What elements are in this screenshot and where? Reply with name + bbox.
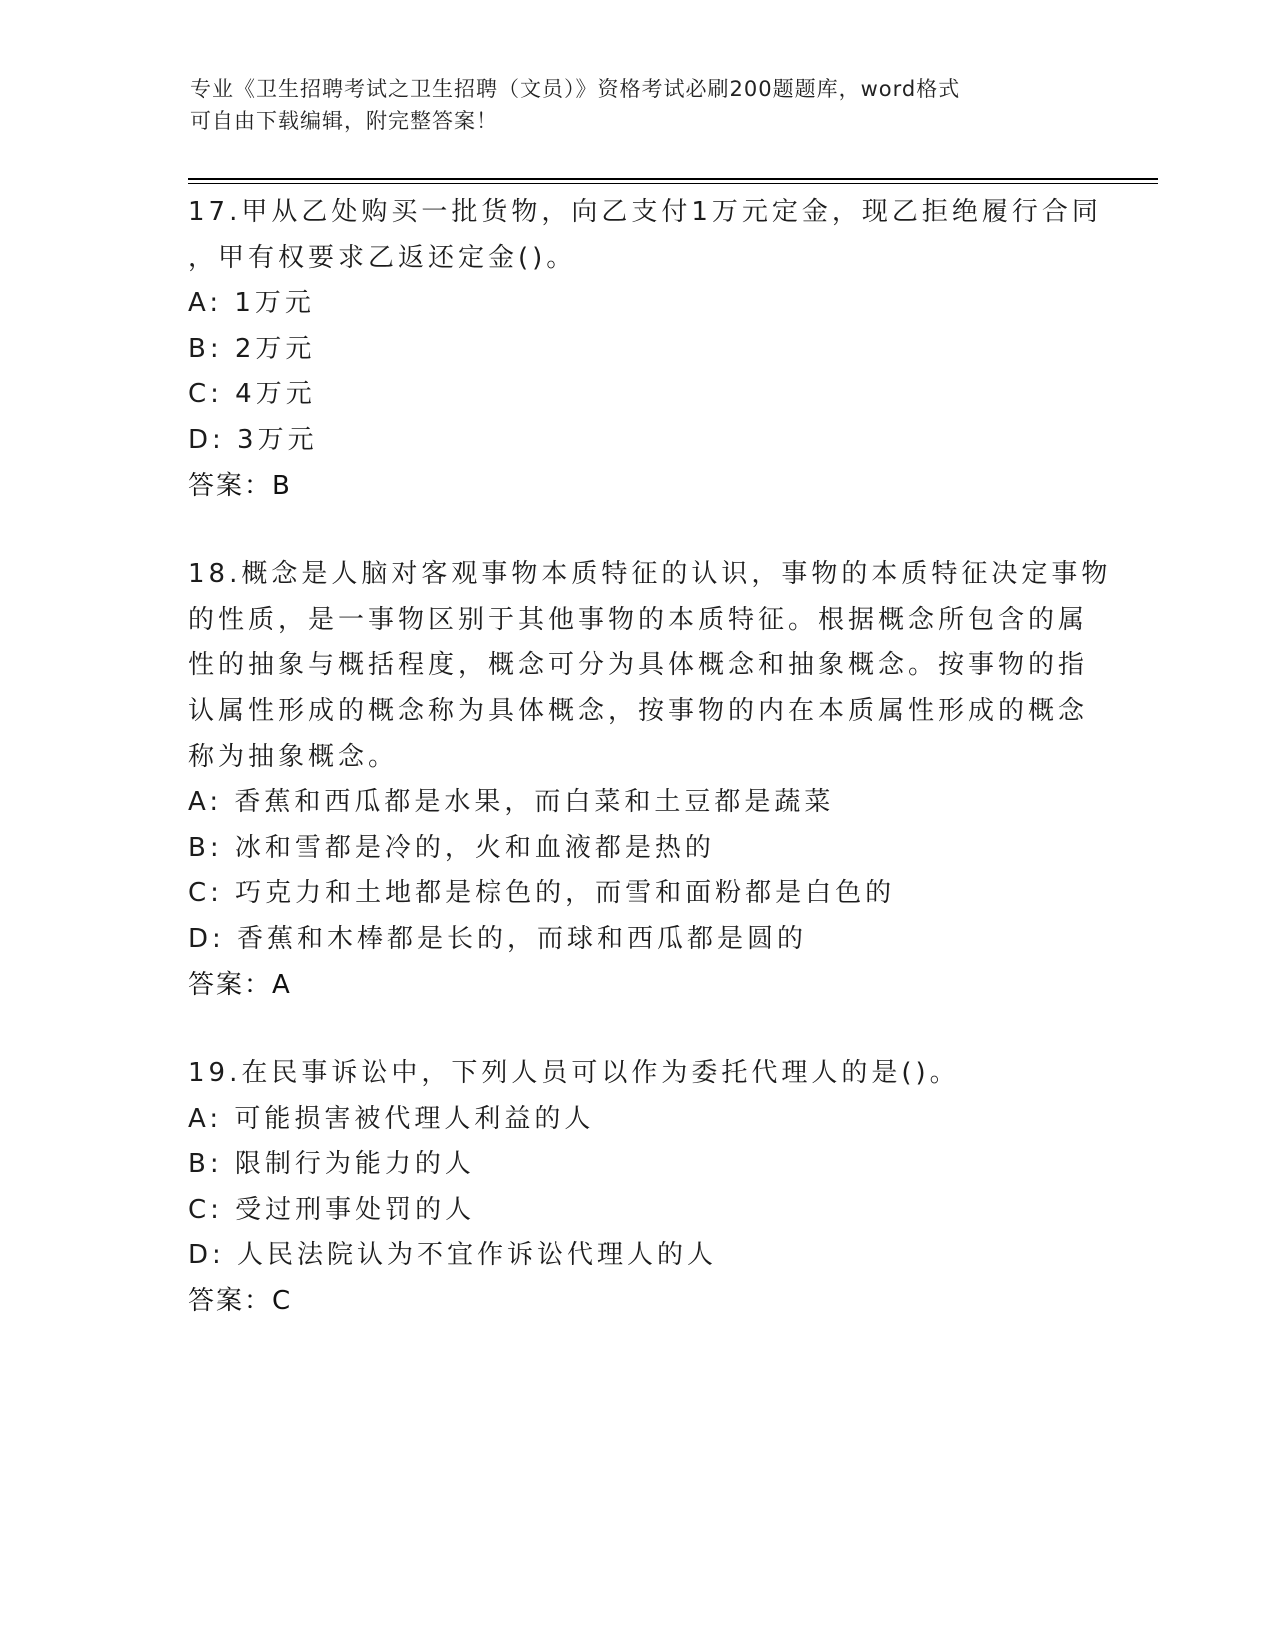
option-c: C: 4万元: [188, 379, 316, 410]
option-b: B: 冰和雪都是冷的，火和血液都是热的: [188, 832, 715, 863]
option-b: B: 限制行为能力的人: [188, 1149, 475, 1180]
question-stem-line: 性的抽象与概括程度，概念可分为具体概念和抽象概念。按事物的指: [188, 650, 1089, 681]
header-line: 可自由下载编辑，附完整答案！: [190, 109, 498, 133]
question-stem-line: ，甲有权要求乙返还定金()。: [188, 242, 577, 273]
answer-line: 答案：A: [188, 969, 292, 1000]
option-a: A: 可能损害被代理人利益的人: [188, 1103, 595, 1134]
option-c: C: 受过刑事处罚的人: [188, 1194, 476, 1225]
answer-line: 答案：C: [188, 1286, 293, 1317]
page-header: [190, 73, 1070, 137]
question-list: [188, 190, 1112, 1368]
header-divider-thin: [188, 183, 1158, 184]
question-stem-line: 19.在民事诉讼中，下列人员可以作为委托代理人的是()。: [188, 1058, 960, 1089]
option-b: B: 2万元: [188, 333, 316, 364]
option-d: D: 人民法院认为不宜作诉讼代理人的人: [188, 1240, 718, 1271]
answer-line: 答案：B: [188, 470, 292, 501]
option-d: D: 香蕉和木棒都是长的，而球和西瓜都是圆的: [188, 923, 808, 954]
option-a: A: 1万元: [188, 288, 315, 319]
question-stem-line: 18.概念是人脑对客观事物本质特征的认识，事物的本质特征决定事物: [188, 559, 1112, 590]
question-18: [188, 552, 1112, 1008]
header-divider-thick: [188, 178, 1158, 180]
option-a: A: 香蕉和西瓜都是水果，而白菜和土豆都是蔬菜: [188, 787, 835, 818]
option-c: C: 巧克力和土地都是棕色的，而雪和面粉都是白色的: [188, 878, 896, 909]
question-stem-line: 17.甲从乙处购买一批货物，向乙支付1万元定金，现乙拒绝履行合同: [188, 197, 1102, 227]
question-17: [188, 190, 1102, 509]
question-stem-line: 认属性形成的概念称为具体概念，按事物的内在本质属性形成的概念: [188, 695, 1089, 726]
option-d: D: 3万元: [188, 424, 318, 455]
header-line: 专业《卫生招聘考试之卫生招聘（文员）》资格考试必刷200题题库，word格式: [190, 77, 961, 101]
question-stem-line: 称为抽象概念。: [188, 741, 399, 772]
question-stem-line: 的性质，是一事物区别于其他事物的本质特征。根据概念所包含的属: [188, 604, 1089, 635]
question-19: [188, 1051, 1088, 1325]
